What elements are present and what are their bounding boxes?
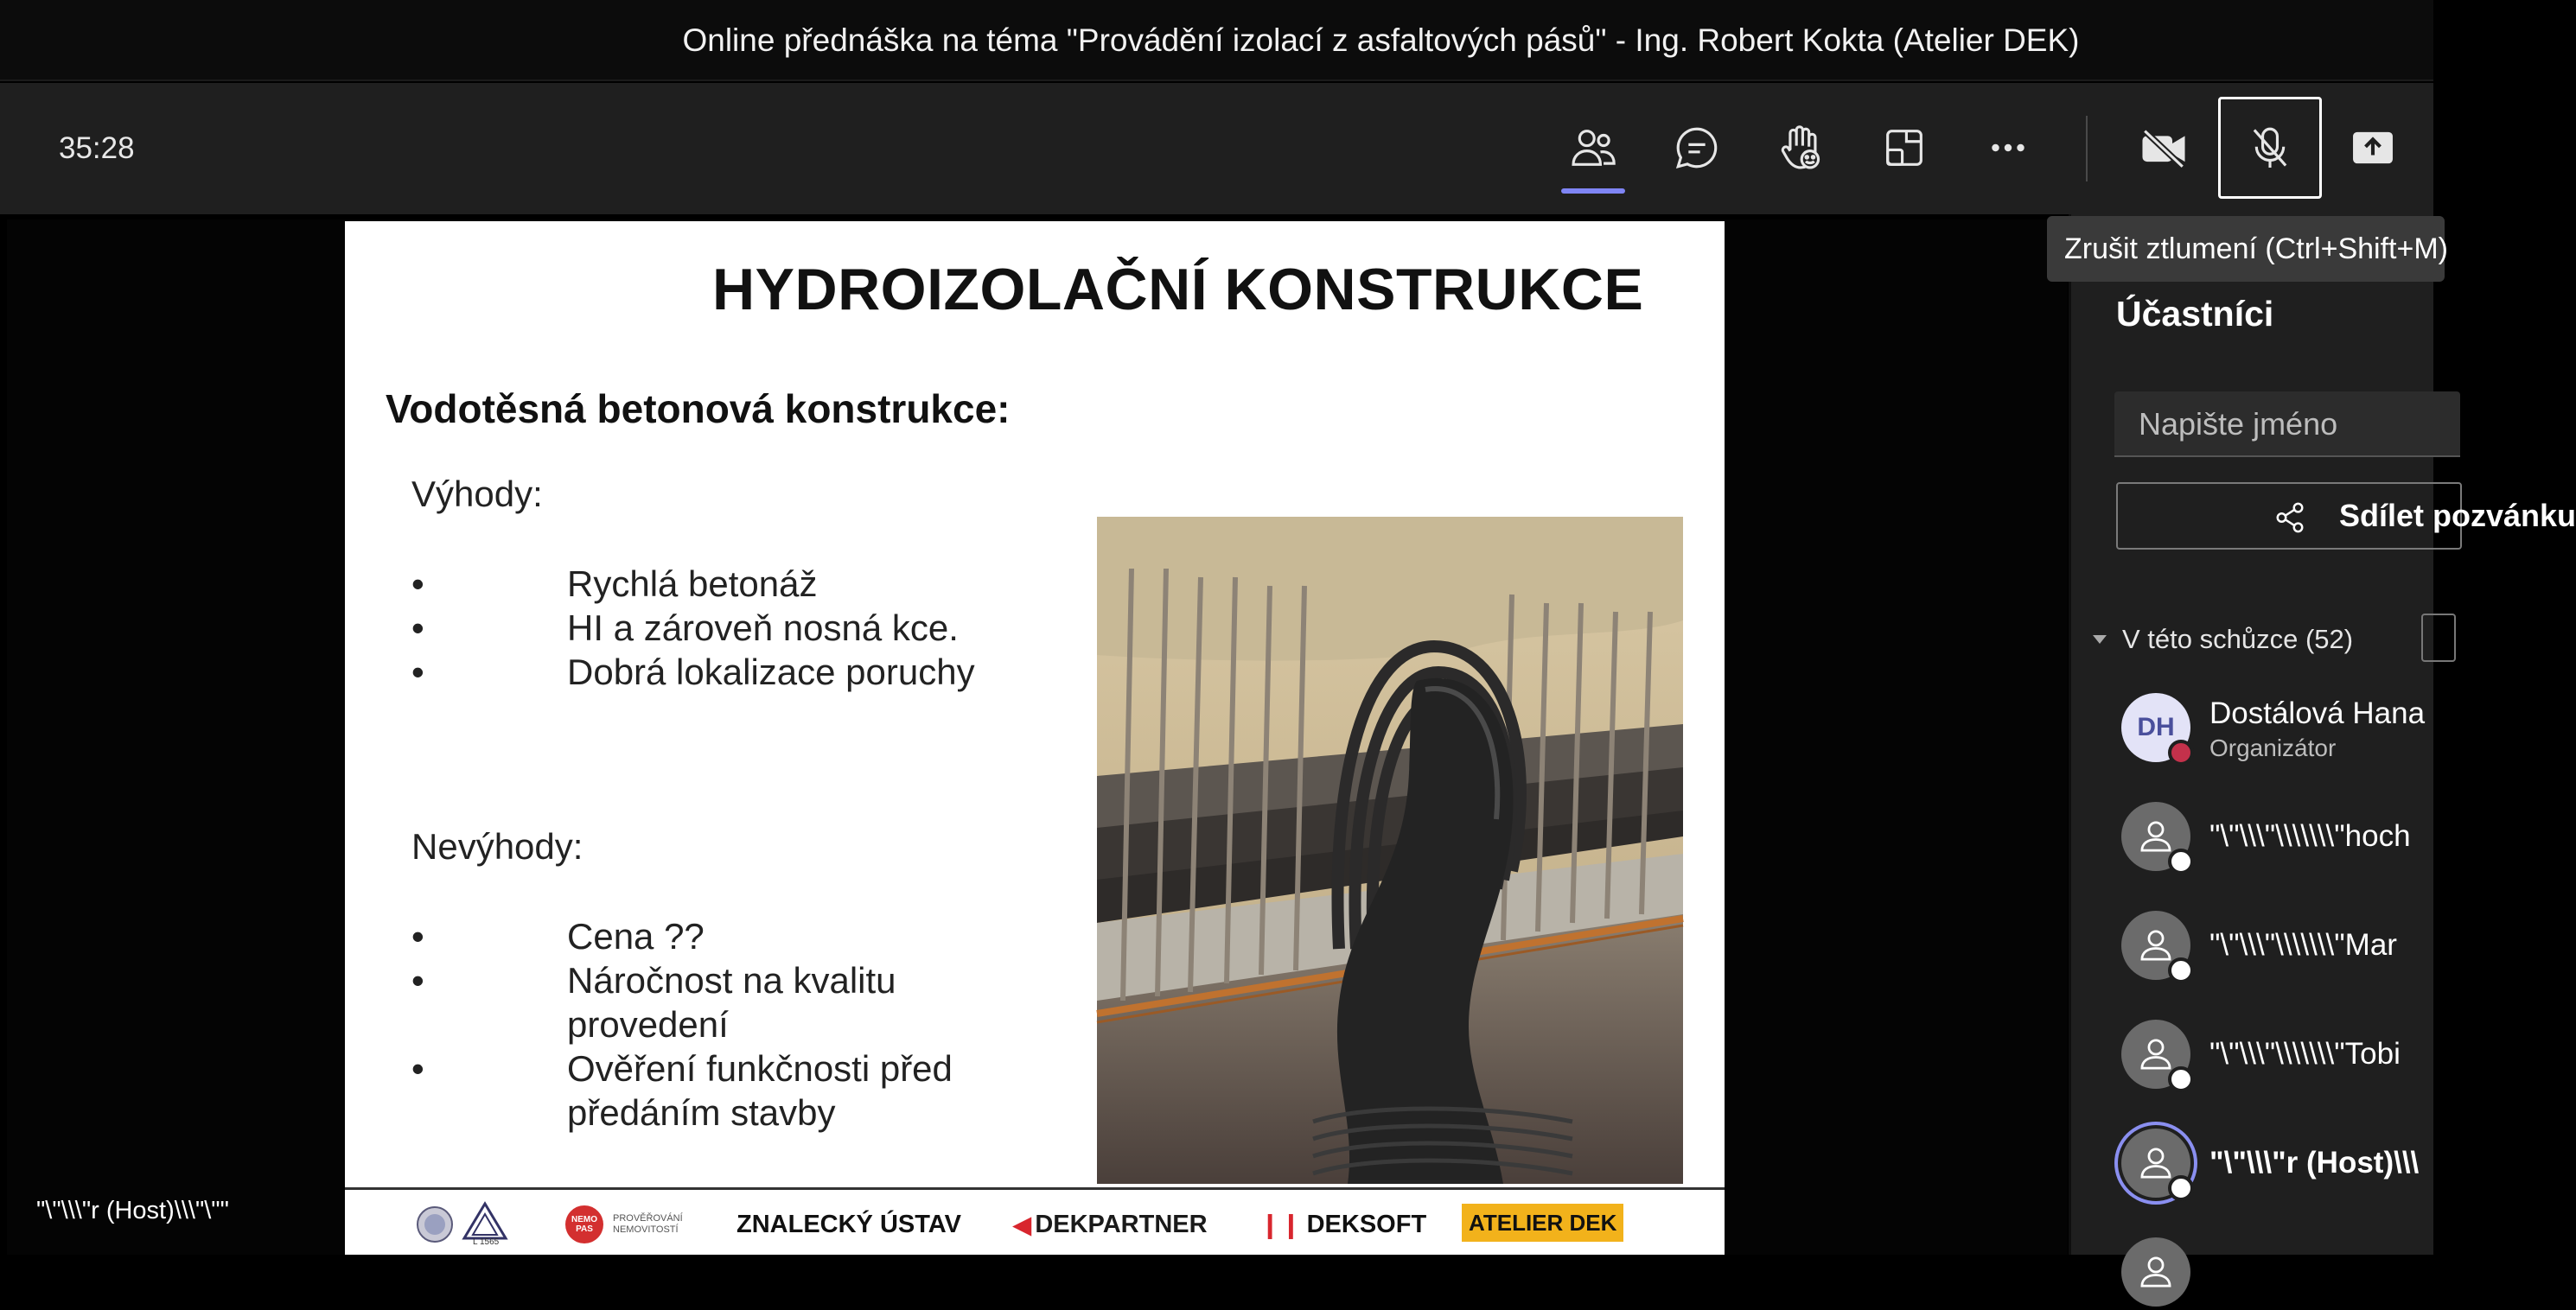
raise-hand-button[interactable] — [1762, 109, 1840, 187]
participant-item[interactable] — [2121, 1232, 2467, 1310]
nemo-badge-text: NEMO PAS — [571, 1215, 597, 1234]
raise-hand-icon — [1776, 123, 1826, 173]
camera-off-icon — [2139, 123, 2189, 173]
participant-name: Dostálová Hana — [2209, 696, 2426, 730]
waterstop-image — [1097, 517, 1683, 1184]
logo-year-label: L 1565 — [473, 1237, 500, 1247]
dekpartner-text: DEKPARTNER — [1035, 1210, 1208, 1238]
seal-icon — [414, 1204, 456, 1245]
in-meeting-section-toggle[interactable] — [2093, 624, 2353, 655]
participant-name: "\"\\\"r (Host)\\\ — [2209, 1146, 2420, 1180]
cons-heading: Nevýhody: — [411, 826, 583, 867]
status-offline-icon — [2168, 957, 2194, 983]
chevron-down-icon — [2093, 635, 2107, 644]
presenter-name-label: "\"\\\"r (Host)\\\"\"" — [36, 1197, 229, 1224]
list-item: • Náročnost na kvalitu provedení — [411, 958, 947, 1046]
toolbar-separator — [2086, 116, 2088, 181]
waterstop-photo — [1097, 517, 1683, 1184]
share-invite-label: Sdílet pozvánku — [2339, 498, 2576, 533]
meeting-toolbar — [0, 83, 2433, 214]
list-item: • Dobrá lokalizace poruchy — [411, 650, 975, 694]
avatar — [2121, 693, 2190, 762]
znalecky-ustav-logo: ZNALECKÝ ÚSTAV — [736, 1210, 961, 1238]
participant-item[interactable] — [2121, 1123, 2467, 1201]
cons-list — [411, 914, 1068, 1135]
list-item: • Ověření funkčnosti před předáním stavby — [411, 1046, 1017, 1135]
atelier-dek-logo — [1462, 1204, 1623, 1242]
participant-item[interactable] — [2121, 797, 2467, 874]
participants-icon — [1568, 123, 1618, 173]
microphone-toggle-button[interactable] — [2218, 97, 2322, 199]
participant-item[interactable] — [2121, 906, 2467, 983]
guest-avatar-icon — [2136, 925, 2176, 965]
avatar — [2121, 1129, 2190, 1198]
participant-item[interactable] — [2121, 688, 2467, 766]
more-options-button[interactable] — [1969, 109, 2047, 187]
pros-heading: Výhody: — [411, 474, 543, 514]
panel-title: Účastníci — [2116, 294, 2274, 334]
provereni-text: PROVĚŘOVÁNÍ NEMOVITOSTÍ — [613, 1213, 683, 1235]
slide-logo-strip — [345, 1187, 1725, 1255]
participants-panel — [2069, 214, 2576, 1255]
participant-search-input[interactable]: Napište jméno — [2114, 391, 2460, 457]
share-tray-icon — [2348, 123, 2398, 173]
participant-name: "\"\\\"\\\\\\\"hoch — [2209, 819, 2411, 853]
list-item: • Rychlá betonáž — [411, 562, 975, 606]
status-offline-icon — [2168, 1175, 2194, 1201]
status-offline-icon — [2168, 1066, 2194, 1092]
dekpartner-logo — [1012, 1200, 1208, 1249]
in-meeting-section-label: V této schůzce (52) — [2122, 624, 2354, 654]
title-bar — [0, 0, 2433, 81]
rooms-icon — [1879, 123, 1929, 173]
presentation-slide — [345, 221, 1725, 1255]
meeting-timer: 35:28 — [59, 131, 135, 165]
avatar — [2121, 911, 2190, 980]
status-offline-icon — [2168, 849, 2194, 874]
participant-role: Organizátor — [2209, 734, 2337, 761]
slide-subtitle: Vodotěsná betonová konstrukce: — [386, 386, 1011, 431]
list-item: • HI a zároveň nosná kce. — [411, 606, 975, 650]
pros-list — [411, 562, 975, 694]
deksoft-logo — [1259, 1200, 1426, 1249]
chat-icon — [1672, 123, 1722, 173]
guest-avatar-icon — [2136, 1143, 2176, 1183]
avatar — [2121, 1237, 2190, 1307]
unmute-tooltip: Zrušit ztlumení (Ctrl+Shift+M) — [2047, 216, 2445, 282]
deksoft-text: DEKSOFT — [1306, 1210, 1427, 1238]
guest-avatar-icon — [2136, 1252, 2176, 1292]
dek-arrow-icon: ◀ — [1012, 1211, 1032, 1239]
participant-name: "\"\\\"\\\\\\\"Mar — [2209, 928, 2397, 962]
chat-button[interactable] — [1658, 109, 1736, 187]
camera-toggle-button[interactable] — [2125, 109, 2203, 187]
share-tray-button[interactable] — [2334, 109, 2412, 187]
deksoft-bars-icon: ❙❙ — [1259, 1211, 1302, 1239]
share-invite-button[interactable] — [2116, 482, 2576, 550]
guest-avatar-icon — [2136, 1034, 2176, 1074]
rooms-button[interactable] — [1865, 109, 1943, 187]
participants-button[interactable] — [1554, 109, 1632, 187]
nemo-pas-logo — [563, 1200, 691, 1249]
guest-avatar-icon — [2136, 817, 2176, 856]
mic-muted-icon — [2245, 123, 2295, 173]
share-icon — [2273, 501, 2306, 534]
atelier-dek-text: ATELIER DEK — [1469, 1209, 1617, 1236]
section-action-button[interactable] — [2421, 614, 2456, 662]
avatar — [2121, 802, 2190, 871]
slide-title: HYDROIZOLAČNÍ KONSTRUKCE — [712, 257, 1644, 322]
list-item: • Cena ?? — [411, 914, 1068, 958]
participant-item[interactable] — [2121, 1014, 2467, 1092]
more-icon — [1983, 123, 2033, 173]
meeting-title: Online přednáška na téma "Provádění izolací z asfaltových pásů" - Ing. Robert Kokta (Atelier DEK) — [682, 22, 2080, 58]
avatar-initials: DH — [2137, 713, 2175, 741]
participant-name: "\"\\\"\\\\\\\"Tobi — [2209, 1037, 2401, 1071]
status-busy-icon — [2168, 740, 2194, 766]
avatar — [2121, 1020, 2190, 1089]
